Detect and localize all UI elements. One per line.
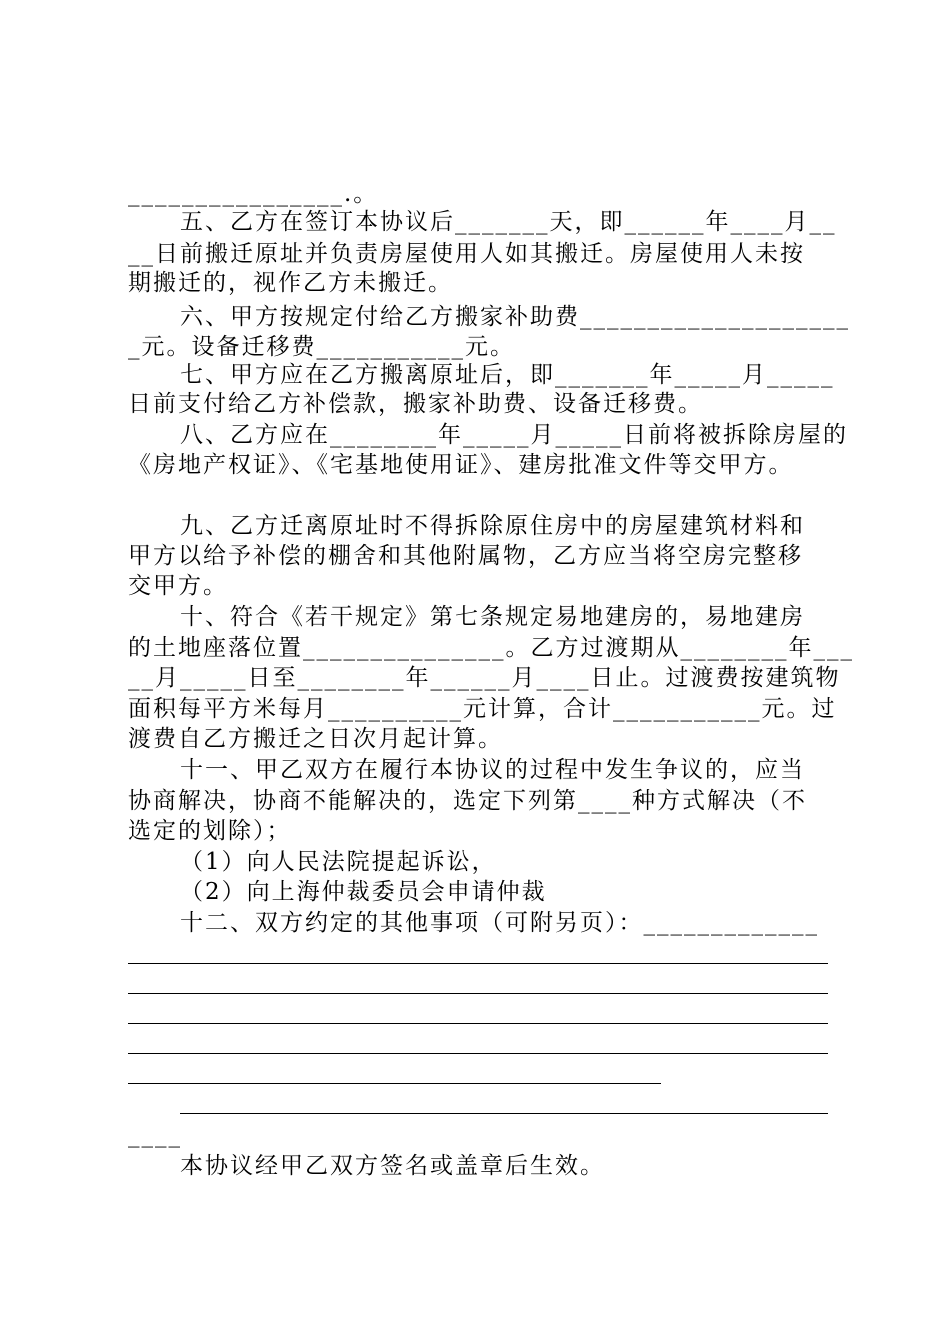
blank-rule-1 [128, 963, 828, 964]
clause-7-line-1: 七、甲方应在乙方搬离原址后，即_______年_____月_____ [180, 362, 835, 388]
clause-5-line-2: __日前搬迁原址并负责房屋使用人如其搬迁。房屋使用人未按 [128, 241, 805, 267]
clause-11-line-1: 十一、甲乙双方在履行本协议的过程中发生争议的，应当 [180, 757, 805, 783]
clause-9-line-1: 九、乙方迁离原址时不得拆除原住房中的房屋建筑材料和 [180, 513, 805, 539]
clause-10-line-5: 渡费自乙方搬迁之日次月起计算。 [128, 726, 503, 752]
clause-7-line-2: 日前支付给乙方补偿款，搬家补助费、设备迁移费。 [128, 391, 703, 417]
blank-rule-5 [128, 1083, 661, 1084]
clause-8-line-2: 《房地产权证》、《宅基地使用证》、建房批准文件等交甲方。 [128, 452, 794, 478]
clause-11-line-2: 协商解决，协商不能解决的，选定下列第____种方式解决（不 [128, 788, 807, 814]
clause-5-line-3: 期搬迁的，视作乙方未搬迁。 [128, 270, 453, 296]
clause-6-line-1: 六、甲方按规定付给乙方搬家补助费____________________ [180, 304, 850, 330]
blank-rule-2 [128, 993, 828, 994]
clause-5-line-1: 五、乙方在签订本协议后_______天，即______年____月__ [180, 209, 837, 235]
clause-12-line-1: 十二、双方约定的其他事项（可附另页）：_____________ [180, 910, 819, 936]
text-line-1: ________________.。 [128, 181, 379, 207]
clause-10-line-4: 面积每平方米每月__________元计算，合计___________元。过 [128, 696, 837, 722]
clause-10-line-2: 的土地座落位置_______________。乙方过渡期从________年___ [128, 635, 854, 661]
option-2: （2）向上海仲裁委员会申请仲裁 [180, 879, 547, 905]
clause-10-line-3: __月_____日至________年______月____日止。过渡费按建筑物 [128, 665, 841, 691]
clause-6-line-2: _元。设备迁移费___________元。 [128, 334, 515, 360]
clause-9-line-2: 甲方以给予补偿的棚舍和其他附属物，乙方应当将空房完整移 [128, 543, 803, 569]
closing-statement: 本协议经甲乙双方签名或盖章后生效。 [180, 1153, 605, 1179]
clause-8-line-1: 八、乙方应在________年_____月_____日前将被拆除房屋的 [180, 422, 848, 448]
clause-9-line-3: 交甲方。 [128, 573, 228, 599]
blank-tail: ____ [128, 1122, 182, 1148]
clause-11-line-3: 选定的划除）； [128, 818, 292, 844]
option-1: （1）向人民法院提起诉讼， [180, 849, 497, 875]
blank-rule-6 [180, 1113, 828, 1114]
clause-10-line-1: 十、符合《若干规定》第七条规定易地建房的，易地建房 [180, 604, 805, 630]
blank-rule-3 [128, 1023, 828, 1024]
blank-rule-4 [128, 1053, 828, 1054]
